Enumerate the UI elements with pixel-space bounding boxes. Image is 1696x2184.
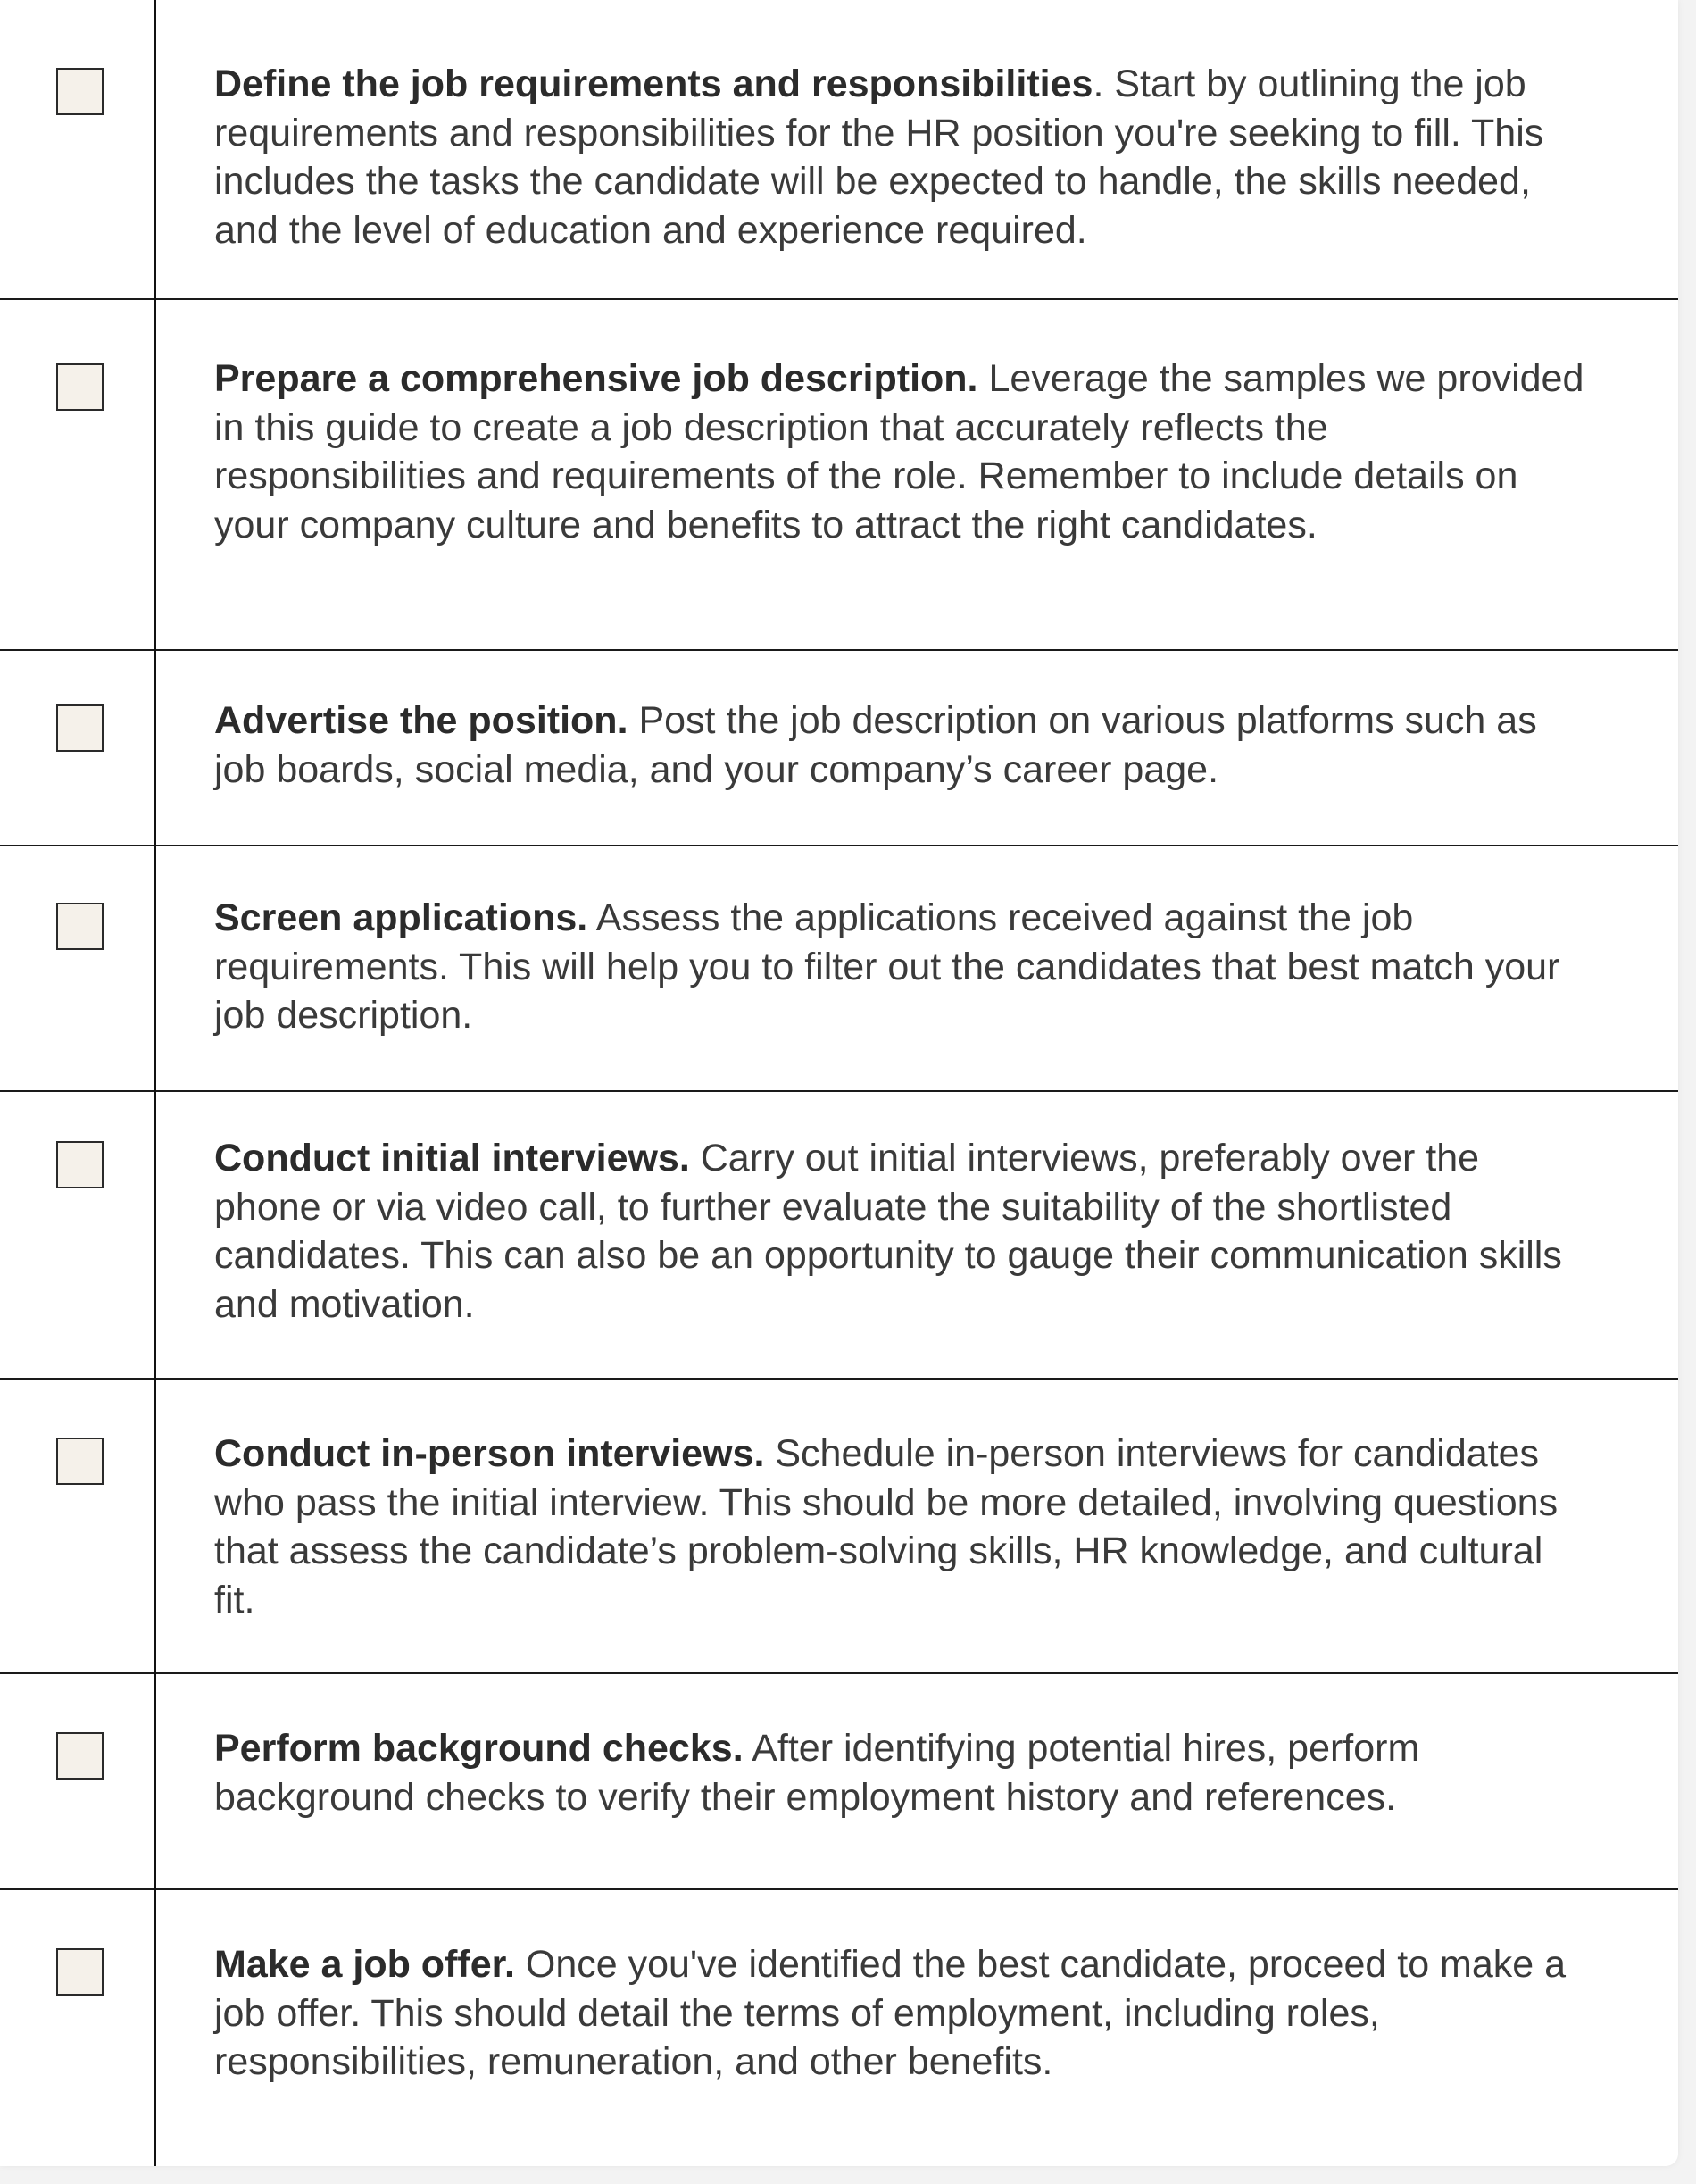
item-title: Conduct initial interviews. [214,1137,690,1180]
item-title: Define the job requirements and responsibilities [214,63,1093,105]
checklist-row [0,846,1678,1092]
checkbox-advertise[interactable] [56,704,104,752]
item-body: Schedule in-person interviews for candidates who pass the initial interview. This should be more detailed, involving questions that assess the candidate’s problem-solving skills, HR knowledge, and cultural fit. [214,1432,1559,1621]
item-title: Screen applications. [214,896,588,939]
item-body: Leverage the samples we provided in this guide to create a job description that accurately reflects the responsibilities and requirements of the role. Remember to include details on your company culture and benefits to attract the right candidates. [214,357,1584,546]
checklist-row [0,300,1678,651]
checklist-item-text [214,696,1589,794]
item-body: Post the job description on various platforms such as job boards, social media, and your company’s career page. [214,699,1537,791]
checkbox-background-checks[interactable] [56,1732,104,1780]
item-title: Prepare a comprehensive job description. [214,357,978,400]
checklist-item-text [214,354,1589,549]
item-title: Advertise the position. [214,699,628,742]
item-body: After identifying potential hires, perform background checks to verify their employment history and references. [214,1727,1420,1819]
item-title-suffix: . [1093,63,1104,105]
checklist-item-text [214,1724,1589,1821]
checkbox-job-offer[interactable] [56,1948,104,1996]
checklist-row [0,0,1678,300]
checklist-row [0,1092,1678,1380]
checklist-item-text [214,60,1589,254]
checklist-item-text [214,1940,1589,2087]
item-title: Make a job offer. [214,1943,515,1986]
checkbox-define-requirements[interactable] [56,68,104,115]
item-body: Assess the applications received against the job requirements. This will help you to filter out the candidates that best match your job description. [214,896,1560,1037]
checkbox-initial-interviews[interactable] [56,1141,104,1188]
item-title: Conduct in-person interviews. [214,1432,765,1475]
checkbox-job-description[interactable] [56,363,104,411]
checklist-item-text [214,1134,1589,1329]
checklist-item-text [214,894,1589,1040]
checklist-row [0,1890,1678,2166]
item-body: Start by outlining the job requirements and responsibilities for the HR position you're seeking to fill. This includes the tasks the candidate will be expected to handle, the skills needed, and the level of education and experience required. [214,63,1544,252]
checkbox-screen-applications[interactable] [56,903,104,950]
item-title: Perform background checks. [214,1727,744,1770]
item-body: Carry out initial interviews, preferably over the phone or via video call, to further evaluate the suitability of the shortlisted candidates. This can also be an opportunity to gauge their communication skills and motivation. [214,1137,1562,1326]
vertical-divider [154,0,156,2166]
checklist-row [0,651,1678,846]
checklist-item-text [214,1430,1589,1624]
item-body: Once you've identified the best candidate, proceed to make a job offer. This should detail the terms of employment, including roles, responsibilities, remuneration, and other benefits. [214,1943,1567,2083]
checkbox-in-person-interviews[interactable] [56,1438,104,1485]
checklist-row [0,1380,1678,1674]
checklist-row [0,1674,1678,1890]
